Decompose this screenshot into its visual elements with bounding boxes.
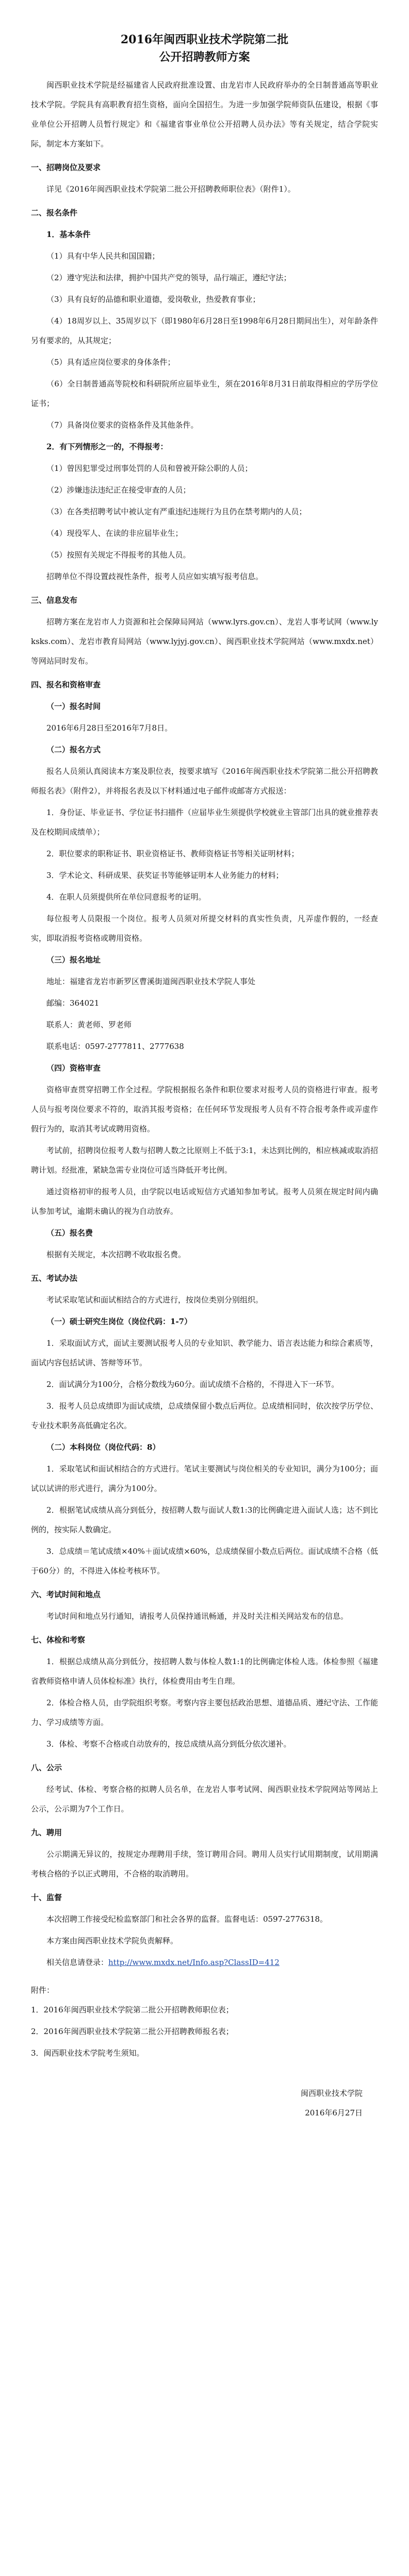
section-heading: 八、公示 <box>31 1763 62 1772</box>
subsection-heading: （四）资格审查 <box>46 1063 101 1073</box>
section-paragraph: 2．体检合格人员，由学院组织考察。考察内容主要包括政治思想、道德品质、遵纪守法、工作能力、学习成绩等方面。 <box>31 1698 378 1727</box>
intro-paragraph: 闽西职业技术学院是经福建省人民政府批准设置、由龙岩市人民政府举办的全日制普通高等职业技术学院。学院具有高职教育招生资格，面向全国招生。为进一步加强学院师资队伍建设，根据《事业单位公开招聘人员暂行规定》和《福建省事业单位公开招聘人员办法》等有关规定，结合学院实际，制定本方案如下。 <box>31 80 378 148</box>
section-heading: 四、报名和资格审查 <box>31 680 101 689</box>
website-link[interactable]: http://www.mxdx.net/Info.asp?ClassID=412 <box>108 1958 280 1967</box>
section-paragraph: （5）具有适应岗位要求的身体条件； <box>46 358 175 367</box>
document-sections <box>31 158 378 1951</box>
section-paragraph: （2）涉嫌违法违纪正在接受审查的人员； <box>46 485 191 495</box>
subsection-heading: （二）报名方式 <box>46 745 101 754</box>
section-heading: 十、监督 <box>31 1893 62 1902</box>
title-line-1: 2016年闽西职业技术学院第二批 <box>120 33 289 46</box>
section-paragraph: 公示期满无异议的，按规定办理聘用手续，签订聘用合同。聘用人员实行试用期制度，试用期满考核合格的予以正式聘用，不合格的取消聘用。 <box>31 1850 378 1878</box>
section-paragraph: （6）全日制普通高等院校和科研院所应届毕业生，须在2016年8月31日前取得相应的学历学位证书； <box>31 379 378 408</box>
section-paragraph: （3）在各类招聘考试中被认定有严重违纪违规行为且仍在禁考期内的人员； <box>46 507 307 516</box>
section-paragraph: 每位报考人员限报一个岗位。报考人员须对所提交材料的真实性负责，凡弄虚作假的，一经查实，即取消报考资格或聘用资格。 <box>31 914 378 943</box>
section-paragraph: 3．报考人员总成绩即为面试成绩，总成绩保留小数点后两位。总成绩相同时，依次按学历学位、专业技术职务高低确定名次。 <box>31 1401 378 1430</box>
section-paragraph: 2016年6月28日至2016年7月8日。 <box>46 723 173 733</box>
section-paragraph: 考试时间和地点另行通知，请报考人员保持通讯畅通，并及时关注相关网站发布的信息。 <box>46 1612 349 1621</box>
section-heading: 九、聘用 <box>31 1828 62 1837</box>
signature-date: 2016年6月27日 <box>305 2108 363 2117</box>
document-title <box>31 31 378 66</box>
title-line-2: 公开招聘教师方案 <box>159 50 250 64</box>
section-paragraph: 通过资格初审的报考人员，由学院以电话或短信方式通知参加考试。报考人员须在规定时间内确认参加考试，逾期未确认的视为自动放弃。 <box>31 1187 378 1216</box>
section-paragraph: 1．根据总成绩从高分到低分，按招聘人数与体检人数1:1的比例确定体检人选。体检参照《福建省教师资格申请人员体检标准》执行，体检费用由考生自理。 <box>31 1657 378 1686</box>
section-paragraph: 2．根据笔试成绩从高分到低分，按招聘人数与面试人数1:3的比例确定进入面试人选；达不到比例的，按实际人数确定。 <box>31 1505 378 1534</box>
attachment-item[interactable]: 3．闽西职业技术学院考生须知。 <box>31 2048 144 2058</box>
document-body <box>31 31 378 2123</box>
section-heading: 一、招聘岗位及要求 <box>31 163 101 172</box>
section-paragraph: 1．身份证、毕业证书、学位证书扫描件（应届毕业生须提供学校就业主管部门出具的就业推荐表及在校期间成绩单）； <box>31 808 378 837</box>
section-paragraph: （1）具有中华人民共和国国籍； <box>46 251 160 261</box>
section-paragraph: 3．总成绩＝笔试成绩×40%＋面试成绩×60%，总成绩保留小数点后两位。面试成绩不合格（低于60分）的，不得进入体检考核环节。 <box>31 1547 378 1575</box>
section-paragraph: 报名人员须认真阅读本方案及职位表，按要求填写《2016年闽西职业技术学院第二批公开招聘教师报名表》（附件2），并将报名表及以下材料通过电子邮件或邮寄方式报送： <box>31 767 378 795</box>
attachments-list <box>31 2000 378 2063</box>
section-paragraph: 招聘方案在龙岩市人力资源和社会保障局网站（www.lyrs.gov.cn）、龙岩人事考试网（www.lyksks.com）、龙岩市教育局网站（www.lyjyj.gov.cn）、闽西职业技术学院网站（www.mxdx.net）等网站同时发布。 <box>31 617 378 666</box>
section-heading: 六、考试时间和地点 <box>31 1590 101 1599</box>
attachments-block <box>31 1980 378 2063</box>
section-paragraph: （7）具备岗位要求的资格条件及其他条件。 <box>46 420 199 430</box>
section-paragraph: 本次招聘工作接受纪检监察部门和社会各界的监督。监督电话：0597-2776318。 <box>46 1914 328 1924</box>
attachment-item[interactable]: 1．2016年闽西职业技术学院第二批公开招聘教师职位表； <box>31 2005 234 2014</box>
section-paragraph: 3．学术论文、科研成果、获奖证书等能够证明本人业务能力的材料； <box>46 871 284 880</box>
section-paragraph: 3．体检、考察不合格或自动放弃的，按总成绩从高分到低分依次递补。 <box>46 1739 291 1749</box>
section-paragraph: 联系人：黄老师、罗老师 <box>46 1020 132 1029</box>
section-paragraph: 资格审查贯穿招聘工作全过程。学院根据报名条件和职位要求对报考人员的资格进行审查。报考人员与报考岗位要求不符的，取消其报考资格；在任何环节发现报考人员有不符合报考条件或弄虚作假行为的，取消其考试或聘用资格。 <box>31 1085 378 1133</box>
section-paragraph: 联系电话：0597-2777811、2777638 <box>46 1042 184 1051</box>
section-paragraph: 根据有关规定，本次招聘不收取报名费。 <box>46 1250 186 1259</box>
section-paragraph: 2．职位要求的职称证书、职业资格证书、教师资格证书等相关证明材料； <box>46 849 299 858</box>
section-heading: 二、报名条件 <box>31 208 78 217</box>
section-paragraph: 1．采取面试方式，面试主要测试报考人员的专业知识、教学能力、语言表达能力和综合素质等，面试内容包括试讲、答辩等环节。 <box>31 1338 378 1367</box>
section-paragraph: （4）18周岁以上、35周岁以下（即1980年6月28日至1998年6月28日期间出生），对年龄条件另有要求的，从其规定； <box>31 316 378 345</box>
section-heading: 三、信息发布 <box>31 596 78 605</box>
signature-block <box>31 2083 378 2123</box>
subsection-heading: 1．基本条件 <box>46 230 91 239</box>
section-heading: 七、体检和考察 <box>31 1635 86 1645</box>
section-paragraph: 经考试、体检、考察合格的拟聘人员名单，在龙岩人事考试网、闽西职业技术学院网站等网站上公示，公示期为7个工作日。 <box>31 1785 378 1814</box>
section-paragraph: 详见《2016年闽西职业技术学院第二批公开招聘教师职位表》（附件1）。 <box>46 184 296 194</box>
subsection-heading: （三）报名地址 <box>46 955 101 964</box>
section-paragraph: 考试前，招聘岗位报考人数与招聘人数之比原则上不低于3:1，未达到比例的，相应核减或取消招聘计划。经批准，紧缺急需专业岗位可适当降低开考比例。 <box>31 1146 378 1175</box>
subsection-heading: 2．有下列情形之一的，不得报考： <box>46 442 168 451</box>
section-paragraph: 招聘单位不得设置歧视性条件，报考人员应如实填写报考信息。 <box>46 572 264 581</box>
website-note <box>31 1953 378 1972</box>
section-paragraph: 考试采取笔试和面试相结合的方式进行，按岗位类别分别组织。 <box>46 1295 264 1304</box>
section-paragraph: 邮编：364021 <box>46 998 100 1008</box>
attachment-item[interactable]: 2．2016年闽西职业技术学院第二批公开招聘教师报名表； <box>31 2027 234 2036</box>
section-paragraph: 1．采取笔试和面试相结合的方式进行。笔试主要测试与岗位相关的专业知识，满分为100分；面试以试讲的形式进行，满分为100分。 <box>31 1464 378 1493</box>
section-heading: 五、考试办法 <box>31 1274 78 1283</box>
subsection-heading: （一）报名时间 <box>46 702 101 711</box>
website-note-text: 相关信息请登录： <box>46 1958 109 1967</box>
section-paragraph: 4．在职人员须提供所在单位同意报考的证明。 <box>46 892 206 902</box>
attachments-title: 附件： <box>31 1986 55 1995</box>
section-paragraph: 2．面试满分为100分，合格分数线为60分。面试成绩不合格的，不得进入下一环节。 <box>46 1380 339 1389</box>
section-paragraph: 地址：福建省龙岩市新罗区曹溪街道闽西职业技术学院人事处 <box>46 977 256 986</box>
section-paragraph: （4）现役军人、在读的非应届毕业生； <box>46 529 183 538</box>
section-paragraph: （1）曾因犯罪受过刑事处罚的人员和曾被开除公职的人员； <box>46 464 253 473</box>
section-paragraph: 本方案由闽西职业技术学院负责解释。 <box>46 1936 178 1945</box>
subsection-heading: （一）硕士研究生岗位（岗位代码：1-7） <box>46 1317 192 1326</box>
section-paragraph: （5）按照有关规定不得报考的其他人员。 <box>46 550 191 560</box>
subsection-heading: （五）报名费 <box>46 1228 93 1238</box>
signature-org: 闽西职业技术学院 <box>300 2089 363 2098</box>
section-paragraph: （2）遵守宪法和法律，拥护中国共产党的领导，品行端正，遵纪守法； <box>46 273 291 282</box>
section-paragraph: （3）具有良好的品德和职业道德，爱岗敬业，热爱教育事业； <box>46 295 260 304</box>
subsection-heading: （二）本科岗位（岗位代码：8） <box>46 1443 160 1452</box>
